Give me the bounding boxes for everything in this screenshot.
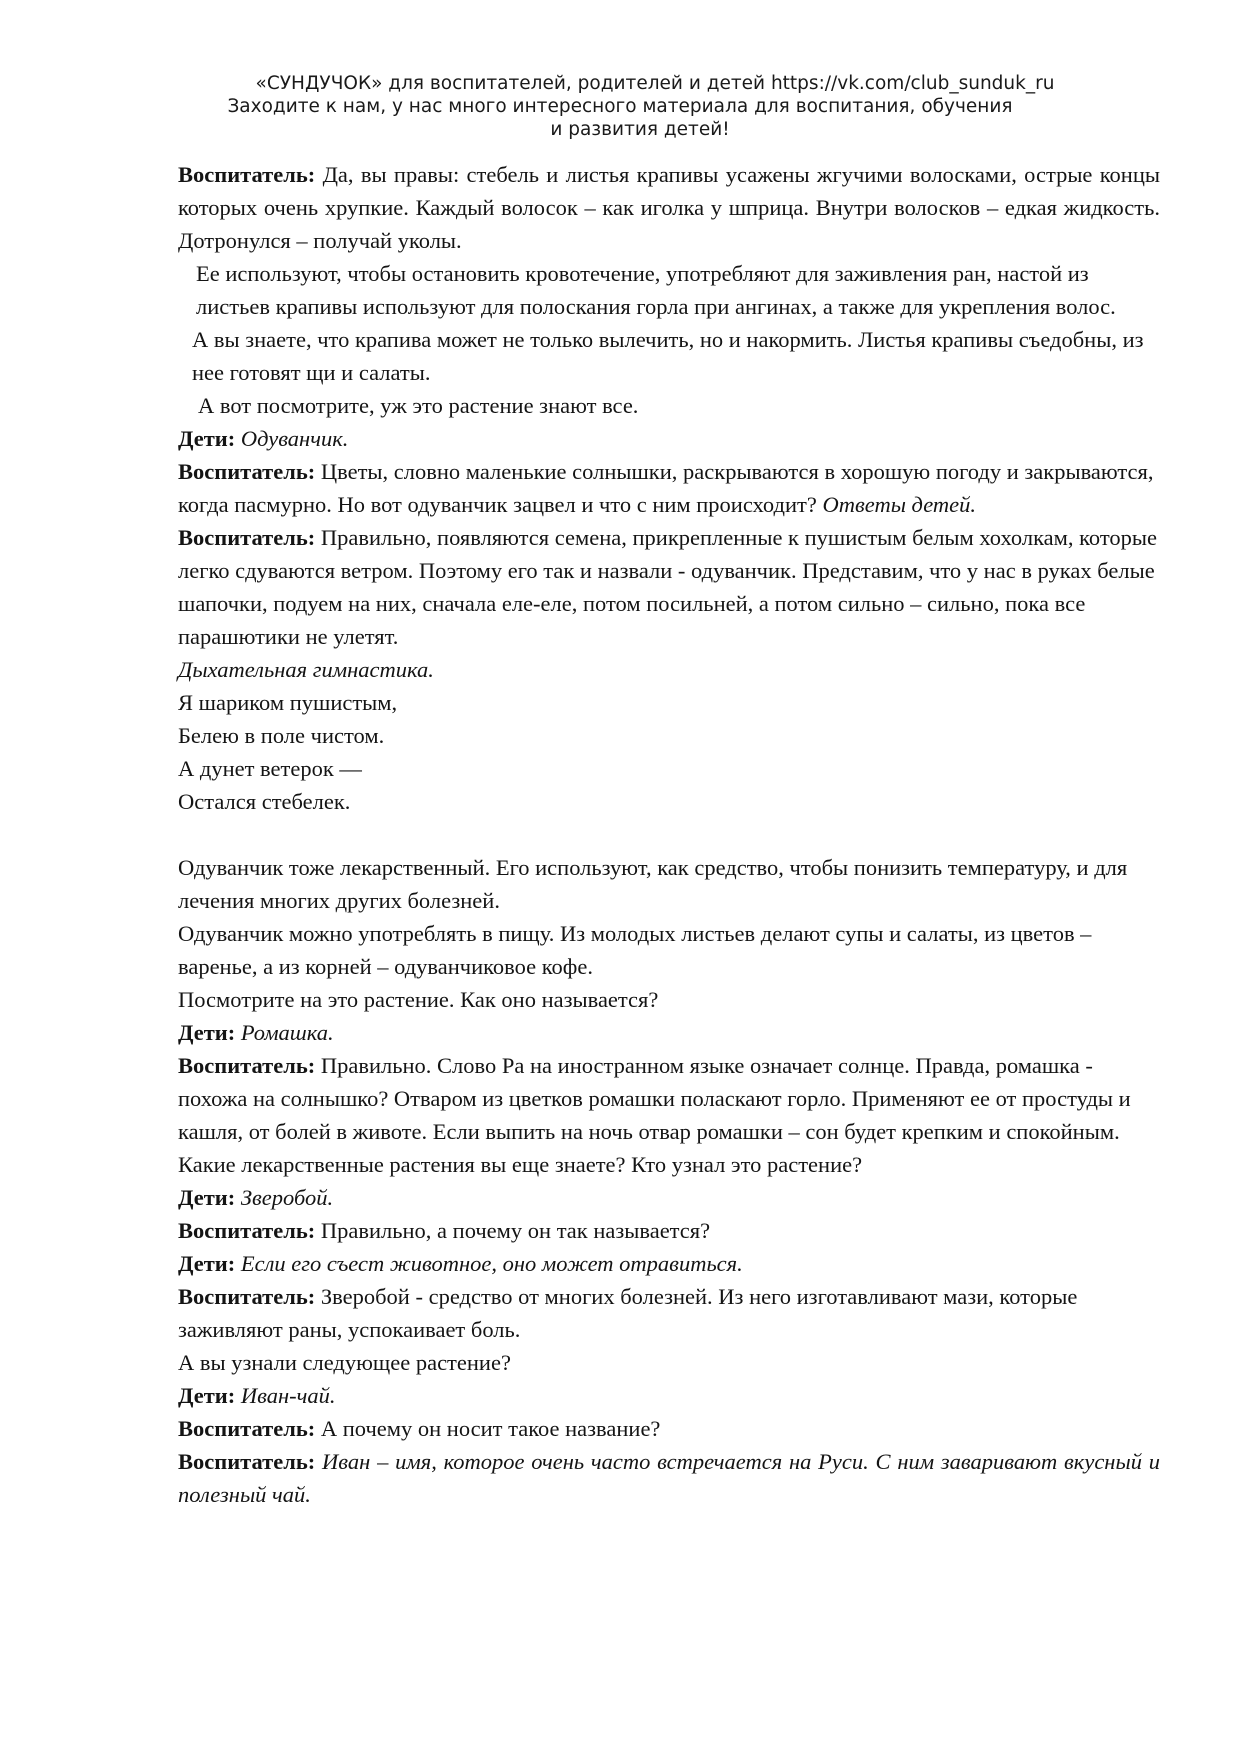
speaker-label: Воспитатель: [178,459,316,484]
paragraph-text: Цветы, словно маленькие солнышки, раскрываются в хорошую погоду и закрываются, когда пасмурно. Но вот одуванчик зацвел и что с ним происходит? [178,459,1154,517]
poem-line-2: Белею в поле чистом. [178,723,385,748]
paragraph-text: Правильно, а почему он так называется? [315,1218,711,1243]
speaker-label: Воспитатель: [178,1416,316,1441]
speaker-label: Воспитатель: [178,1218,316,1243]
paragraph-nettle-food: А вы знаете, что крапива может не только вылечить, но и накормить. Листья крапивы съедобны, из нее готовят щи и салаты. [192,327,1144,385]
paragraph-nettle-use: Ее используют, чтобы остановить кровотечение, употребляют для заживления ран, настой из листьев крапивы используют для полоскания горла при ангинах, а также для укрепления волос. [196,261,1116,319]
paragraph-dandelion-medicine: Одуванчик тоже лекарственный. Его используют, как средство, чтобы понизить температуру, и для лечения многих других болезней. [178,855,1128,913]
poem-line-3: А дунет ветерок — [178,756,362,781]
document-body [178,158,1160,1511]
paragraph-text: Правильно. Слово Ра на иностранном языке означает солнце. Правда, ромашка - похожа на солнышко? Отваром из цветков ромашки поласкают горло. Применяют ее от простуды и кашля, от болей в животе. Если выпить на ночь отвар ромашки – сон будет крепким и спокойным. [178,1053,1131,1144]
breathing-exercise-title: Дыхательная гимнастика. [178,657,434,682]
children-answer: Ромашка. [235,1020,334,1045]
paragraph-teacher-ivan [178,1445,1160,1511]
paragraph-dandelion-food: Одуванчик можно употреблять в пищу. Из молодых листьев делают супы и салаты, из цветов – варенье, а из корней – одуванчиковое кофе. [178,921,1092,979]
speaker-label: Дети: [178,426,236,451]
stage-direction: Ответы детей. [822,492,977,517]
paragraph-next-plant: А вы узнали следующее растение? [178,1350,511,1375]
paragraph-text: А почему он носит такое название? [315,1416,661,1441]
paragraph-text: Зверобой - средство от многих болезней. Из него изготавливают мази, которые заживляют раны, успокаивает боль. [178,1284,1078,1342]
paragraph-children-dandelion [178,422,1160,455]
header-line-2: Заходите к нам, у нас много интересного материала для воспитания, обучения [227,96,1013,117]
paragraph-teacher-seeds [178,521,1160,653]
speaker-label: Дети: [178,1251,236,1276]
children-answer: Зверобой. [235,1185,334,1210]
blank-line [178,818,1160,851]
speaker-label: Дети: [178,1383,236,1408]
paragraph-children-fireweed [178,1379,1160,1412]
paragraph-teacher-stjohnswort [178,1280,1160,1346]
paragraph-text: Да, вы правы: стебель и листья крапивы усажены жгучими волосками, острые концы которых очень хрупкие. Каждый волосок – как иголка у шприца. Внутри волосков – едкая жидкость. Дотронулся – получай уколы. [178,162,1160,253]
children-answer: Иван-чай. [235,1383,336,1408]
paragraph-teacher-nettle [178,158,1160,257]
paragraph-teacher-chamomile [178,1049,1160,1148]
paragraph-children-chamomile [178,1016,1160,1049]
paragraph-text: Иван – имя, которое очень часто встречается на Руси. С ним заваривают вкусный и полезный чай. [178,1449,1160,1507]
paragraph-text: Правильно, появляются семена, прикрепленные к пушистым белым хохолкам, которые легко сдуваются ветром. Поэтому его так и назвали - одуванчик. Представим, что у нас в руках белые шапочки, подуем на них, сначала еле-еле, потом посильней, а потом сильно – сильно, пока все парашютики не улетят. [178,525,1158,649]
speaker-label: Дети: [178,1185,236,1210]
paragraph-look: А вот посмотрите, уж это растение знают все. [198,393,639,418]
speaker-label: Воспитатель: [178,1284,316,1309]
paragraph-teacher-flowers [178,455,1160,521]
speaker-label: Воспитатель: [178,525,316,550]
speaker-label: Воспитатель: [178,162,316,187]
poem-line-4: Остался стебелек. [178,789,351,814]
children-answer: Если его съест животное, оно может отравиться. [235,1251,743,1276]
paragraph-look-plant: Посмотрите на это растение. Как оно называется? [178,987,659,1012]
paragraph-children-poison [178,1247,1160,1280]
paragraph-children-stjohnswort [178,1181,1160,1214]
speaker-label: Воспитатель: [178,1053,316,1078]
speaker-label: Дети: [178,1020,236,1045]
poem-line-1: Я шариком пушистым, [178,690,398,715]
header-line-3: и развития детей! [550,119,730,140]
paragraph-question-plants: Какие лекарственные растения вы еще знаете? Кто узнал это растение? [178,1152,863,1177]
paragraph-teacher-why-fireweed [178,1412,1160,1445]
paragraph-teacher-why-name [178,1214,1160,1247]
children-answer: Одуванчик. [235,426,349,451]
page-header [0,72,1240,141]
header-line-1: «СУНДУЧОК» для воспитателей, родителей и детей https://vk.com/club_sunduk_ru [255,73,1055,94]
speaker-label: Воспитатель: [178,1449,316,1474]
